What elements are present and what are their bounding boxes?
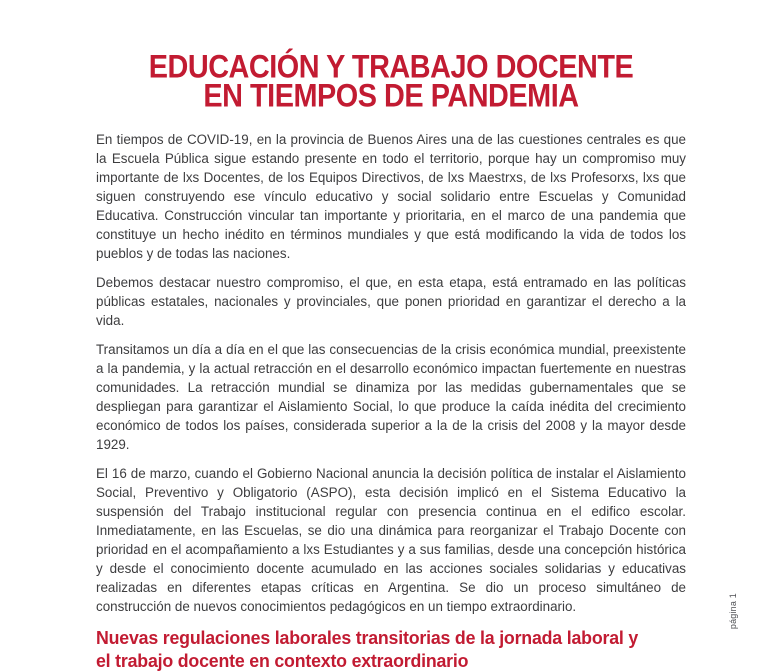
section-subtitle xyxy=(96,626,686,672)
paragraph-covid-context: En tiempos de COVID-19, en la provincia de Buenos Aires una de las cuestiones centrales es que la Escuela Pública sigue estando presente en todo el territorio, porque hay un compromiso muy importante de lxs Docentes, de los Equipos Directivos, de lxs Maestrxs, de lxs Profesorxs, lxs que siguen construyendo ese vínculo educativo y social solidario entre Escuelas y Comunidad Educativa. Construcción vincular tan importante y prioritaria, en el marco de una pandemia que constituye un hecho inédito en términos mundiales y que está modificando la vida de todos los pueblos y de todas las naciones. xyxy=(96,132,686,261)
paragraph-crisis-economica: Transitamos un día a día en el que las consecuencias de la crisis económica mundial, preexistente a la pandemia, y la actual retracción en el desarrollo económico impactan fuertemente en nuestras comunidades. La retracción mundial se dinamiza por las medidas gubernamentales que se despliegan para garantizar el Aislamiento Social, lo que produce la caída inédita del crecimiento económico de todos los países, considerada superior a la de la crisis del 2008 y la mayor desde 1929. xyxy=(96,342,686,452)
section-subtitle-line-1: Nuevas regulaciones laborales transitorias de la jornada laboral y xyxy=(96,627,639,648)
paragraph-compromiso: Debemos destacar nuestro compromiso, el que, en esta etapa, está entramado en las políticas públicas estatales, nacionales y provinciales, que ponen prioridad en garantizar el derecho a la vida. xyxy=(96,275,686,328)
body-text xyxy=(96,130,686,616)
section-subtitle-line-2: el trabajo docente en contexto extraordinario xyxy=(96,650,469,671)
page-title-line-2: EN TIEMPOS DE PANDEMIA xyxy=(203,76,579,115)
page-number-label: página 1 xyxy=(728,592,738,629)
page-title-line-1: EDUCACIÓN Y TRABAJO DOCENTE xyxy=(148,47,634,86)
paragraph-aspo: El 16 de marzo, cuando el Gobierno Nacional anuncia la decisión política de instalar el Aislamiento Social, Preventivo y Obligatorio (ASPO), esta decisión implicó en el Sistema Educativo la suspensión del Trabajo institucional regular con presencia continua en el edifico escolar. Inmediatamente, en las Escuelas, se dio una dinámica para reorganizar el Trabajo Docente con prioridad en el acompañamiento a lxs Estudiantes y a sus familias, desde una concepción histórica y desde el conocimiento docente acumulado en las acciones sociales solidarias y educativas realizadas en diferentes etapas críticas en Argentina. Se dio un proceso simultáneo de construcción de nuevos conocimientos pedagógicos en un tiempo extraordinario. xyxy=(96,466,686,614)
page-title xyxy=(96,47,686,115)
